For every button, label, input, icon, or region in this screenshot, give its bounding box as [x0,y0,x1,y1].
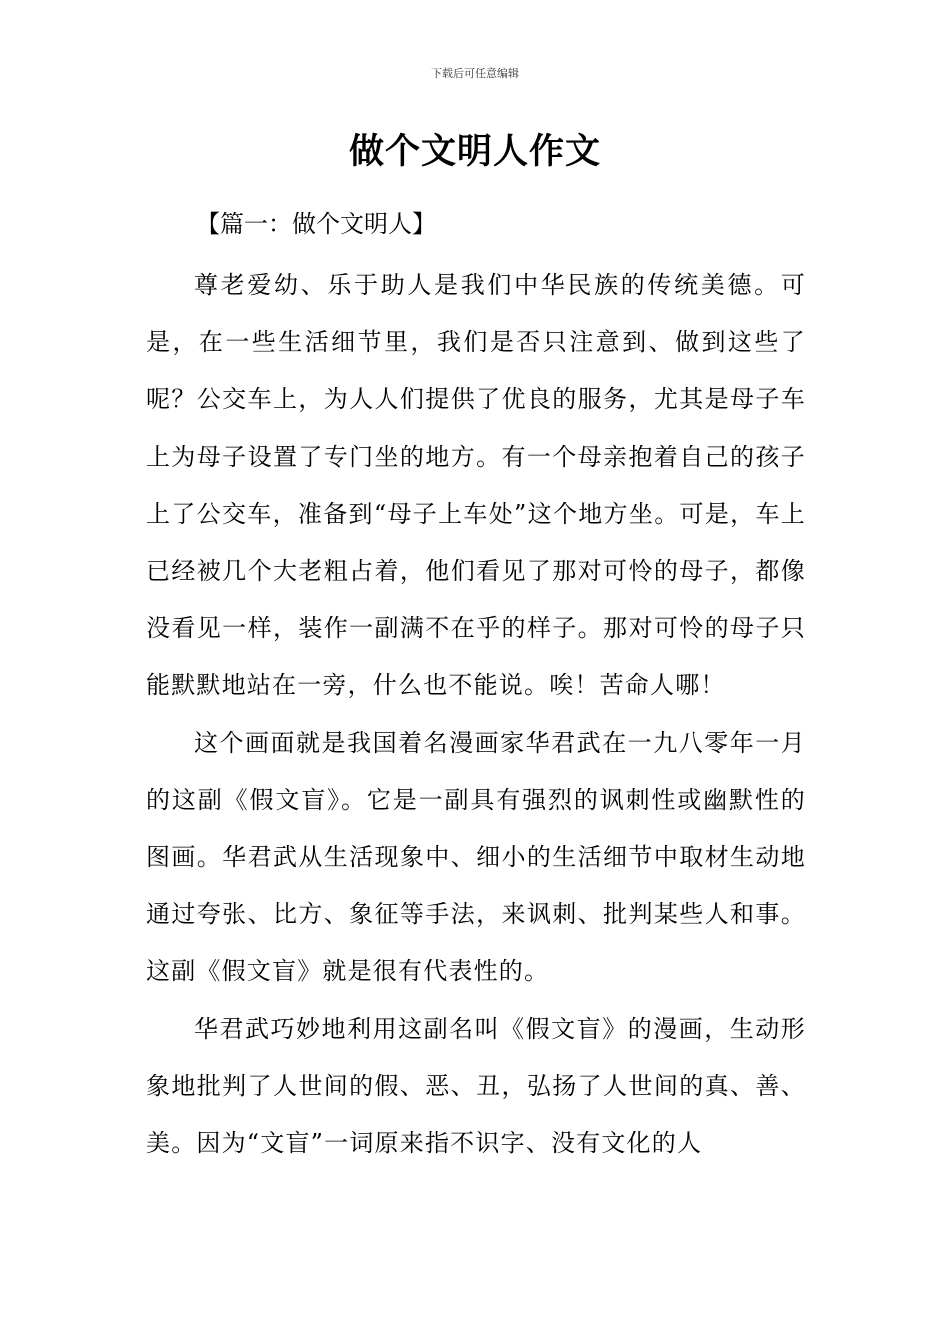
section-heading: 【篇一：做个文明人】 [196,210,436,238]
header-note: 下载后可任意编辑 [431,67,519,80]
paragraph-2: 这个画面就是我国着名漫画家华君武在一九八零年一月的这副《假文盲》。它是一副具有强烈的讽刺性或幽默性的图画。华君武从生活现象中、细小的生活细节中取材生动地通过夸张、比方、象征等手法，来讽刺、批判某些人和事。这副《假文盲》就是很有代表性的。 [146,728,806,986]
paragraph-3: 华君武巧妙地利用这副名叫《假文盲》的漫画，生动形象地批判了人世间的假、恶、丑，弘扬了人世间的真、善、美。因为“文盲”一词原来指不识字、没有文化的人 [146,1014,806,1158]
document-title: 做个文明人作文 [348,132,601,172]
paragraph-1: 尊老爱幼、乐于助人是我们中华民族的传统美德。可是，在一些生活细节里，我们是否只注意到、做到这些了呢？公交车上，为人人们提供了优良的服务，尤其是母子车上为母子设置了专门坐的地方。有一个母亲抱着自己的孩子上了公交车，准备到“母子上车处”这个地方坐。可是，车上已经被几个大老粗占着，他们看见了那对可怜的母子，都像没看见一样，装作一副满不在乎的样子。那对可怜的母子只能默默地站在一旁，什么也不能说。唉！苦命人哪！ [146,271,806,700]
body-text [146,257,806,1172]
